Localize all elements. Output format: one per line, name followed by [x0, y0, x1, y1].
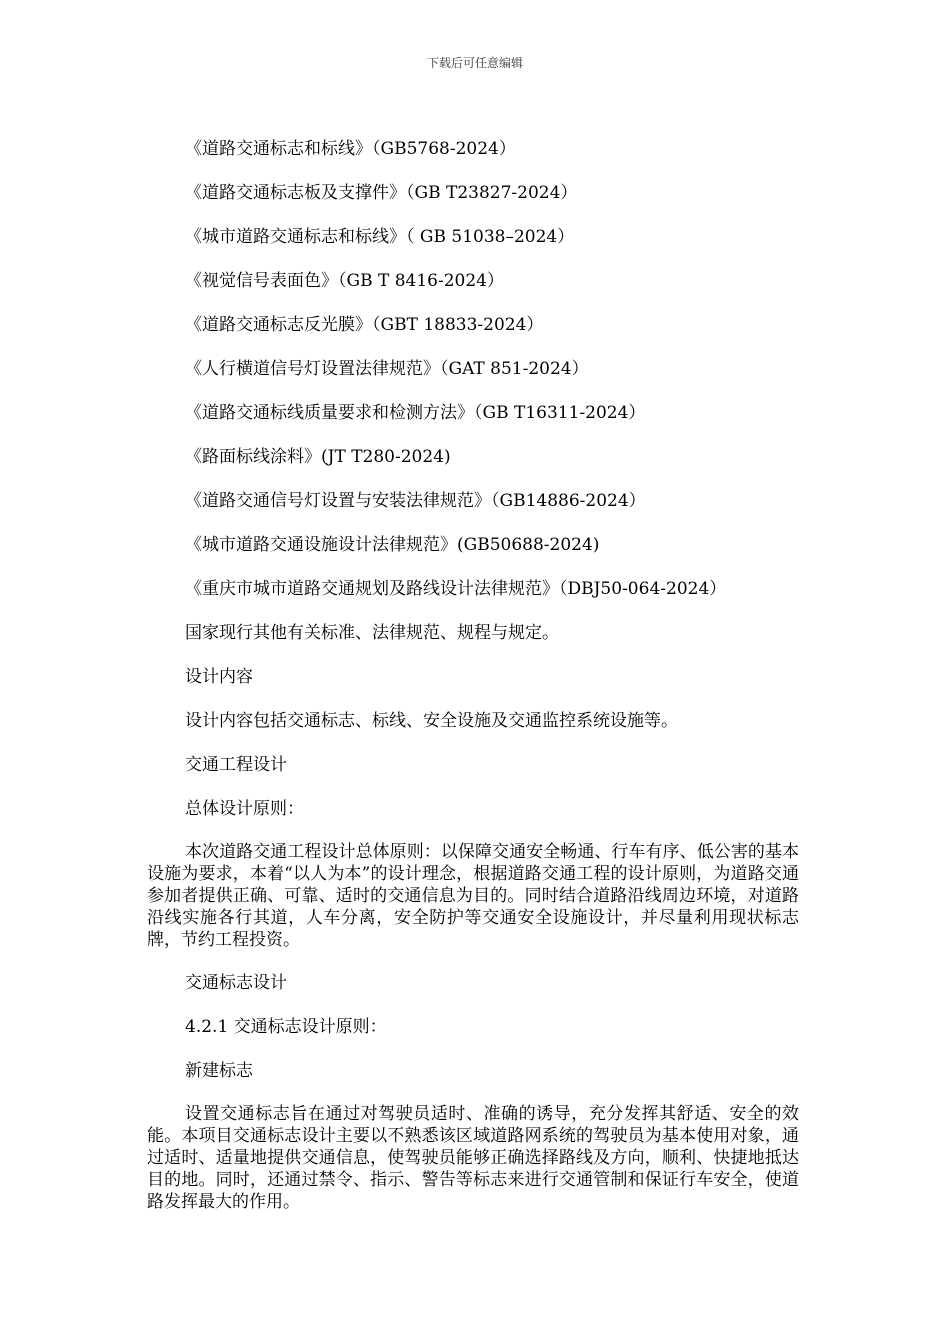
page-header-note: 下载后可任意编辑 [426, 56, 523, 70]
reference-item: 《人行横道信号灯设置法律规范》（GAT 851-2024） [185, 359, 589, 379]
sign-design-heading: 交通标志设计 [185, 973, 287, 993]
design-content-heading: 设计内容 [185, 667, 253, 687]
document-body [147, 137, 799, 1233]
reference-item: 《城市道路交通标志和标线》（ GB 51038–2024） [185, 227, 575, 247]
reference-item: 《道路交通标志反光膜》（GBT 18833-2024） [185, 315, 544, 335]
reference-item: 《道路交通标志和标线》（GB5768-2024） [185, 139, 516, 159]
overall-principle-paragraph: 本次道路交通工程设计总体原则：以保障交通安全畅通、行车有序、低公害的基本设施为要求，本着“以人为本”的设计理念，根据道路交通工程的设计原则，为道路交通参加者提供正确、可靠、适时的交通信息为目的。同时结合道路沿线周边环境，对道路沿线实施各行其道，人车分离，安全防护等交通安全设施设计，并尽量利用现状标志牌，节约工程投资。 [147, 842, 799, 950]
reference-item: 《城市道路交通设施设计法律规范》(GB50688-2024) [185, 535, 600, 555]
traffic-engineering-heading: 交通工程设计 [185, 755, 287, 775]
sign-principle-heading: 4.2.1 交通标志设计原则： [185, 1017, 387, 1037]
design-content-text: 设计内容包括交通标志、标线、安全设施及交通监控系统设施等。 [185, 711, 678, 731]
reference-item: 《重庆市城市道路交通规划及路线设计法律规范》（DBJ50-064-2024） [185, 579, 727, 599]
reference-item: 《路面标线涂料》(JT T280-2024) [185, 447, 451, 467]
new-sign-heading: 新建标志 [185, 1061, 253, 1081]
overall-principle-heading: 总体设计原则： [185, 799, 304, 819]
new-sign-paragraph: 设置交通标志旨在通过对驾驶员适时、准确的诱导，充分发挥其舒适、安全的效能。本项目交通标志设计主要以不熟悉该区域道路网系统的驾驶员为基本使用对象，通过适时、适量地提供交通信息，使驾驶员能够正确选择路线及方向，顺利、快捷地抵达目的地。同时，还通过禁令、指示、警告等标志来进行交通管制和保证行车安全，使道路发挥最大的作用。 [147, 1104, 799, 1212]
reference-item: 《道路交通标志板及支撑件》（GB T23827-2024） [185, 183, 578, 203]
other-standards-line: 国家现行其他有关标准、法律规范、规程与规定。 [185, 623, 559, 643]
reference-item: 《视觉信号表面色》（GB T 8416-2024） [185, 271, 504, 291]
reference-item: 《道路交通信号灯设置与安装法律规范》（GB14886-2024） [185, 491, 646, 511]
reference-item: 《道路交通标线质量要求和检测方法》（GB T16311-2024） [185, 403, 646, 423]
